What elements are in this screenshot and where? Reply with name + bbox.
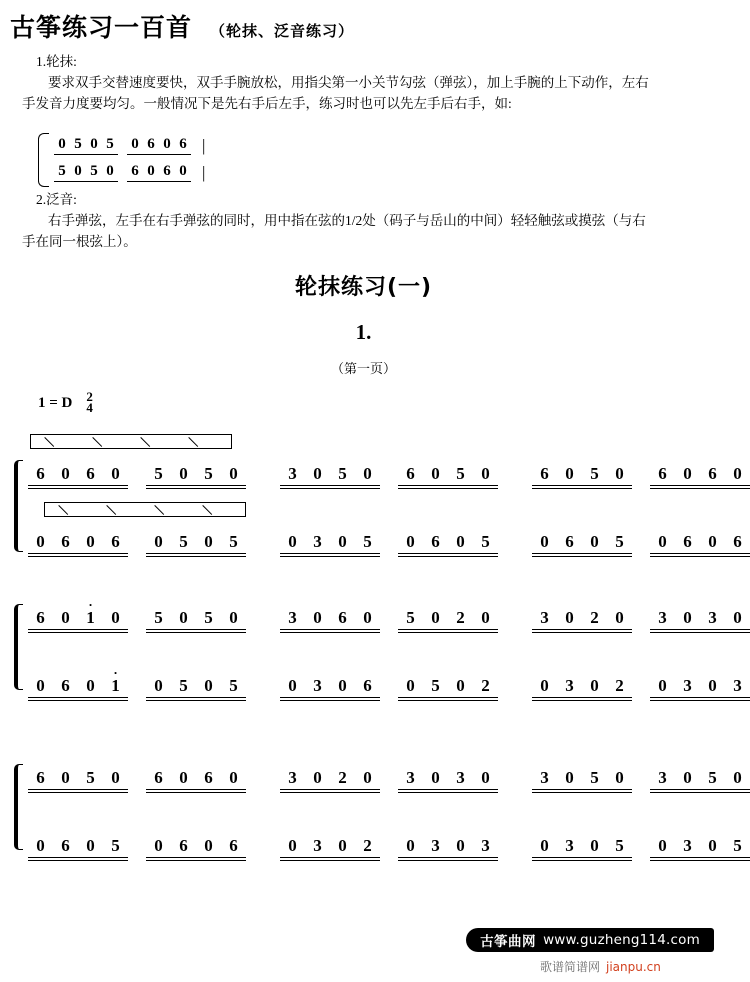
note: 3 bbox=[683, 836, 692, 855]
note: 6 bbox=[431, 532, 440, 551]
note-group bbox=[280, 608, 380, 630]
note: 5 bbox=[111, 836, 120, 855]
example-note: 6 bbox=[131, 162, 139, 179]
note: 6 bbox=[338, 608, 347, 627]
note: 0 bbox=[338, 532, 347, 551]
note-group bbox=[146, 676, 246, 698]
example-note: 0 bbox=[131, 135, 139, 152]
system-1-bottom-staff bbox=[28, 528, 742, 558]
note-group bbox=[28, 836, 128, 858]
note-group bbox=[28, 597, 128, 630]
note: 0 bbox=[313, 608, 322, 627]
note: 2 bbox=[615, 676, 624, 695]
note: 3 bbox=[288, 608, 297, 627]
note-group bbox=[146, 836, 246, 858]
system-brace bbox=[14, 604, 23, 690]
instructions-block bbox=[22, 52, 712, 115]
example-note: 5 bbox=[106, 135, 114, 152]
note: 0 bbox=[154, 676, 163, 695]
example-note: 0 bbox=[58, 135, 66, 152]
example-note: 6 bbox=[179, 135, 187, 152]
note: 0 bbox=[683, 608, 692, 627]
system-2-bottom-staff bbox=[28, 665, 742, 702]
measure bbox=[280, 768, 498, 790]
measure bbox=[28, 464, 246, 486]
note: 0 bbox=[86, 532, 95, 551]
note: 5 bbox=[179, 532, 188, 551]
note: 0 bbox=[590, 836, 599, 855]
note: 0 bbox=[481, 608, 490, 627]
note-group bbox=[398, 836, 498, 858]
system-3-bottom-staff bbox=[28, 832, 742, 862]
note: 3 bbox=[565, 676, 574, 695]
note-group bbox=[532, 608, 632, 630]
measure bbox=[280, 836, 498, 858]
note: 3 bbox=[565, 836, 574, 855]
note: 0 bbox=[61, 608, 70, 627]
secondary-watermark bbox=[540, 958, 730, 975]
note: 0 bbox=[658, 836, 667, 855]
instruction-2-line-1: 右手弹弦，左手在右手弹弦的同时，用中指在弦的1/2处（码子与岳山的中间）轻轻触弦或摸弦（与右 bbox=[48, 213, 646, 228]
note: 0 bbox=[229, 768, 238, 787]
note: 0 bbox=[708, 532, 717, 551]
note: 0 bbox=[615, 464, 624, 483]
note: 3 bbox=[313, 532, 322, 551]
secondary-site-url: jianpu.cn bbox=[606, 960, 661, 974]
note: 3 bbox=[456, 768, 465, 787]
note: 5 bbox=[708, 768, 717, 787]
system-1-top-staff bbox=[28, 460, 742, 490]
note: 6 bbox=[61, 532, 70, 551]
note: 0 bbox=[111, 464, 120, 483]
example-note: 0 bbox=[106, 162, 114, 179]
note: 0 bbox=[481, 768, 490, 787]
note: 6 bbox=[36, 608, 45, 627]
example-note: 0 bbox=[90, 135, 98, 152]
note-group bbox=[28, 768, 128, 790]
meter-numerator: 2 bbox=[86, 389, 93, 404]
note: 6 bbox=[36, 464, 45, 483]
example-note: 0 bbox=[147, 162, 155, 179]
note: 3 bbox=[313, 676, 322, 695]
example-barline: | bbox=[202, 162, 206, 182]
note: 5 bbox=[229, 676, 238, 695]
note: 2 bbox=[456, 608, 465, 627]
measure bbox=[532, 768, 750, 790]
note-group bbox=[650, 532, 750, 554]
note: 6 bbox=[406, 464, 415, 483]
note: 5 bbox=[229, 532, 238, 551]
measure bbox=[532, 676, 750, 698]
measure bbox=[532, 532, 750, 554]
meter-denominator: 4 bbox=[86, 400, 93, 415]
note: 5 bbox=[615, 532, 624, 551]
instruction-1-heading: 1.轮抹: bbox=[36, 54, 77, 69]
note: 0 bbox=[406, 532, 415, 551]
note: 5 bbox=[590, 464, 599, 483]
note: 0 bbox=[733, 464, 742, 483]
note: 0 bbox=[36, 836, 45, 855]
note: 6 bbox=[61, 676, 70, 695]
note: 0 bbox=[204, 676, 213, 695]
instruction-2-heading: 2.泛音: bbox=[36, 192, 77, 207]
note: 6 bbox=[61, 836, 70, 855]
system-2-top-staff bbox=[28, 597, 742, 634]
note: 3 bbox=[481, 836, 490, 855]
note: 5 bbox=[363, 532, 372, 551]
example-upper-staff bbox=[54, 134, 205, 156]
note: 0 bbox=[615, 768, 624, 787]
note: 0 bbox=[456, 676, 465, 695]
site-watermark bbox=[466, 928, 714, 952]
note: 3 bbox=[431, 836, 440, 855]
music-system-1 bbox=[14, 434, 742, 554]
note-group bbox=[398, 464, 498, 486]
note: 0 bbox=[363, 464, 372, 483]
example-group bbox=[127, 136, 191, 155]
note-group bbox=[28, 532, 128, 554]
measure bbox=[532, 464, 750, 486]
example-note: 5 bbox=[74, 135, 82, 152]
example-note: 0 bbox=[163, 135, 171, 152]
instruction-1-line-2: 手发音力度要均匀。一般情况下是先右手后左手，练习时也可以先左手后右手，如: bbox=[22, 96, 512, 111]
system-3-top-staff bbox=[28, 764, 742, 794]
note: 6 bbox=[86, 464, 95, 483]
note: 5 bbox=[456, 464, 465, 483]
note: 0 bbox=[456, 836, 465, 855]
note: 0 bbox=[288, 836, 297, 855]
note: 5 bbox=[179, 676, 188, 695]
tremolo-bracket-icon bbox=[44, 502, 246, 517]
note: 0 bbox=[179, 608, 188, 627]
note: 6 bbox=[565, 532, 574, 551]
note: 5 bbox=[481, 532, 490, 551]
note: 3 bbox=[406, 768, 415, 787]
exercise-number: 1. bbox=[355, 320, 372, 344]
note: 0 bbox=[313, 768, 322, 787]
note: 6 bbox=[540, 464, 549, 483]
example-note: 0 bbox=[74, 162, 82, 179]
note: 5 bbox=[204, 608, 213, 627]
note: 5 bbox=[154, 464, 163, 483]
note: 6 bbox=[36, 768, 45, 787]
note: 0 bbox=[154, 532, 163, 551]
example-note: 6 bbox=[147, 135, 155, 152]
key-label: 1 = D bbox=[38, 394, 73, 411]
measure bbox=[280, 532, 498, 554]
measure bbox=[28, 532, 246, 554]
note: 3 bbox=[288, 768, 297, 787]
note: 6 bbox=[179, 836, 188, 855]
note-group bbox=[650, 676, 750, 698]
note: 0 bbox=[36, 532, 45, 551]
note: 0 bbox=[111, 768, 120, 787]
note: 5 bbox=[154, 608, 163, 627]
example-note: 6 bbox=[163, 162, 171, 179]
note: 0 bbox=[154, 836, 163, 855]
page-note: （第一页） bbox=[330, 362, 396, 377]
note-group bbox=[146, 532, 246, 554]
note: 5 bbox=[406, 608, 415, 627]
note: 0 bbox=[658, 532, 667, 551]
note-group bbox=[146, 608, 246, 630]
note: 3 bbox=[683, 676, 692, 695]
note: 0 bbox=[565, 608, 574, 627]
note-group bbox=[280, 768, 380, 790]
note: 0 bbox=[338, 836, 347, 855]
measure bbox=[532, 836, 750, 858]
note: 0 bbox=[733, 608, 742, 627]
note-group bbox=[650, 768, 750, 790]
note: 3 bbox=[540, 608, 549, 627]
note: 6 bbox=[111, 532, 120, 551]
note-group bbox=[650, 836, 750, 858]
note-group bbox=[398, 768, 498, 790]
note: 0 bbox=[179, 464, 188, 483]
note-group bbox=[280, 836, 380, 858]
note: 0 bbox=[61, 464, 70, 483]
note: 3 bbox=[658, 768, 667, 787]
measure bbox=[28, 665, 246, 698]
note: 6 bbox=[154, 768, 163, 787]
note: 6 bbox=[204, 768, 213, 787]
measure bbox=[532, 608, 750, 630]
note: 0 bbox=[229, 464, 238, 483]
note-group bbox=[532, 532, 632, 554]
note: 0 bbox=[288, 676, 297, 695]
note: 6 bbox=[363, 676, 372, 695]
note: 0 bbox=[111, 608, 120, 627]
note-group bbox=[398, 532, 498, 554]
note-group bbox=[28, 464, 128, 486]
note: 0 bbox=[565, 464, 574, 483]
note: 5 bbox=[733, 836, 742, 855]
note: 0 bbox=[36, 676, 45, 695]
measure bbox=[28, 836, 246, 858]
instructions-block-2 bbox=[22, 190, 712, 253]
note: 0 bbox=[204, 836, 213, 855]
note: 0 bbox=[61, 768, 70, 787]
instruction-2-line-2: 手在同一根弦上）。 bbox=[22, 234, 137, 249]
measure bbox=[280, 464, 498, 486]
example-group bbox=[127, 163, 191, 182]
example-note: 5 bbox=[90, 162, 98, 179]
note: 0 bbox=[431, 608, 440, 627]
note: 3 bbox=[708, 608, 717, 627]
note: 5 bbox=[204, 464, 213, 483]
note-group bbox=[280, 676, 380, 698]
note: 0 bbox=[204, 532, 213, 551]
note: 0 bbox=[86, 676, 95, 695]
system-brace bbox=[14, 460, 23, 552]
note-group bbox=[28, 665, 128, 698]
note-group bbox=[650, 608, 750, 630]
note-group bbox=[532, 464, 632, 486]
note: 0 bbox=[288, 532, 297, 551]
note: 0 bbox=[431, 464, 440, 483]
note-group bbox=[532, 836, 632, 858]
note: 0 bbox=[363, 768, 372, 787]
note: 3 bbox=[313, 836, 322, 855]
note: 5 bbox=[431, 676, 440, 695]
note-group bbox=[146, 768, 246, 790]
instruction-1-line-1: 要求双手交替速度要快，双手手腕放松，用指尖第一小关节勾弦（弹弦），加上手腕的上下动作，左右 bbox=[48, 75, 649, 90]
note: 2 bbox=[363, 836, 372, 855]
note: 5 bbox=[615, 836, 624, 855]
note: 0 bbox=[456, 532, 465, 551]
site-url: www.guzheng114.com bbox=[543, 932, 700, 948]
note-group bbox=[146, 464, 246, 486]
note-group bbox=[532, 768, 632, 790]
time-signature bbox=[86, 391, 93, 413]
key-signature bbox=[38, 389, 93, 415]
note: 0 bbox=[363, 608, 372, 627]
note: 2 bbox=[590, 608, 599, 627]
note: 3 bbox=[658, 608, 667, 627]
note: 2 bbox=[481, 676, 490, 695]
example-group bbox=[54, 163, 118, 182]
note: 6 bbox=[229, 836, 238, 855]
measure bbox=[28, 768, 246, 790]
note: 0 bbox=[540, 676, 549, 695]
note: 5 bbox=[86, 768, 95, 787]
note: 0 bbox=[658, 676, 667, 695]
measure bbox=[280, 608, 498, 630]
example-lower-staff bbox=[54, 161, 205, 183]
measure bbox=[280, 676, 498, 698]
site-name-cn: 古筝曲网 bbox=[480, 934, 537, 950]
note: 0 bbox=[733, 768, 742, 787]
example-note: 5 bbox=[58, 162, 66, 179]
system-brace bbox=[14, 764, 23, 850]
note: 0 bbox=[406, 836, 415, 855]
note: 0 bbox=[540, 532, 549, 551]
music-system-2 bbox=[14, 597, 742, 710]
note: 0 bbox=[683, 768, 692, 787]
note: 0 bbox=[481, 464, 490, 483]
example-brace bbox=[38, 133, 49, 187]
note: 5 bbox=[338, 464, 347, 483]
note: 1 · bbox=[103, 676, 128, 696]
note: 0 bbox=[406, 676, 415, 695]
note: 0 bbox=[229, 608, 238, 627]
note: 0 bbox=[615, 608, 624, 627]
tremolo-bracket-icon bbox=[30, 434, 232, 449]
note-group bbox=[532, 676, 632, 698]
note-group bbox=[650, 464, 750, 486]
secondary-site-name-cn: 歌谱简谱网 bbox=[540, 960, 601, 974]
note: 0 bbox=[338, 676, 347, 695]
note-group bbox=[280, 464, 380, 486]
note: 3 bbox=[288, 464, 297, 483]
note: 0 bbox=[540, 836, 549, 855]
note: 0 bbox=[708, 676, 717, 695]
note: 0 bbox=[313, 464, 322, 483]
note: 0 bbox=[86, 836, 95, 855]
note: 2 bbox=[338, 768, 347, 787]
measure bbox=[28, 597, 246, 630]
note: 6 bbox=[658, 464, 667, 483]
note: 0 bbox=[431, 768, 440, 787]
music-system-3 bbox=[14, 760, 742, 870]
note: 0 bbox=[708, 836, 717, 855]
octave-dot-icon: · bbox=[113, 665, 118, 680]
note-group bbox=[398, 676, 498, 698]
note: 0 bbox=[590, 676, 599, 695]
note: 5 bbox=[590, 768, 599, 787]
example-group bbox=[54, 136, 118, 155]
note: 0 bbox=[179, 768, 188, 787]
exercise-title: 轮抹练习(一) bbox=[294, 275, 433, 300]
octave-dot-icon: · bbox=[88, 597, 93, 612]
note: 0 bbox=[565, 768, 574, 787]
page-title-row bbox=[10, 8, 710, 44]
inline-notation-example bbox=[38, 133, 258, 185]
note: 0 bbox=[683, 464, 692, 483]
note: 6 bbox=[733, 532, 742, 551]
example-note: 0 bbox=[179, 162, 187, 179]
note: 1 · bbox=[78, 608, 103, 628]
note: 3 bbox=[540, 768, 549, 787]
note: 0 bbox=[590, 532, 599, 551]
note-group bbox=[280, 532, 380, 554]
note-group bbox=[398, 608, 498, 630]
page-title: 古筝练习一百首 bbox=[10, 13, 193, 42]
note: 6 bbox=[708, 464, 717, 483]
example-barline: | bbox=[202, 135, 206, 155]
page-subtitle: （轮抹、泛音练习） bbox=[210, 22, 355, 40]
note: 3 bbox=[733, 676, 742, 695]
note: 6 bbox=[683, 532, 692, 551]
